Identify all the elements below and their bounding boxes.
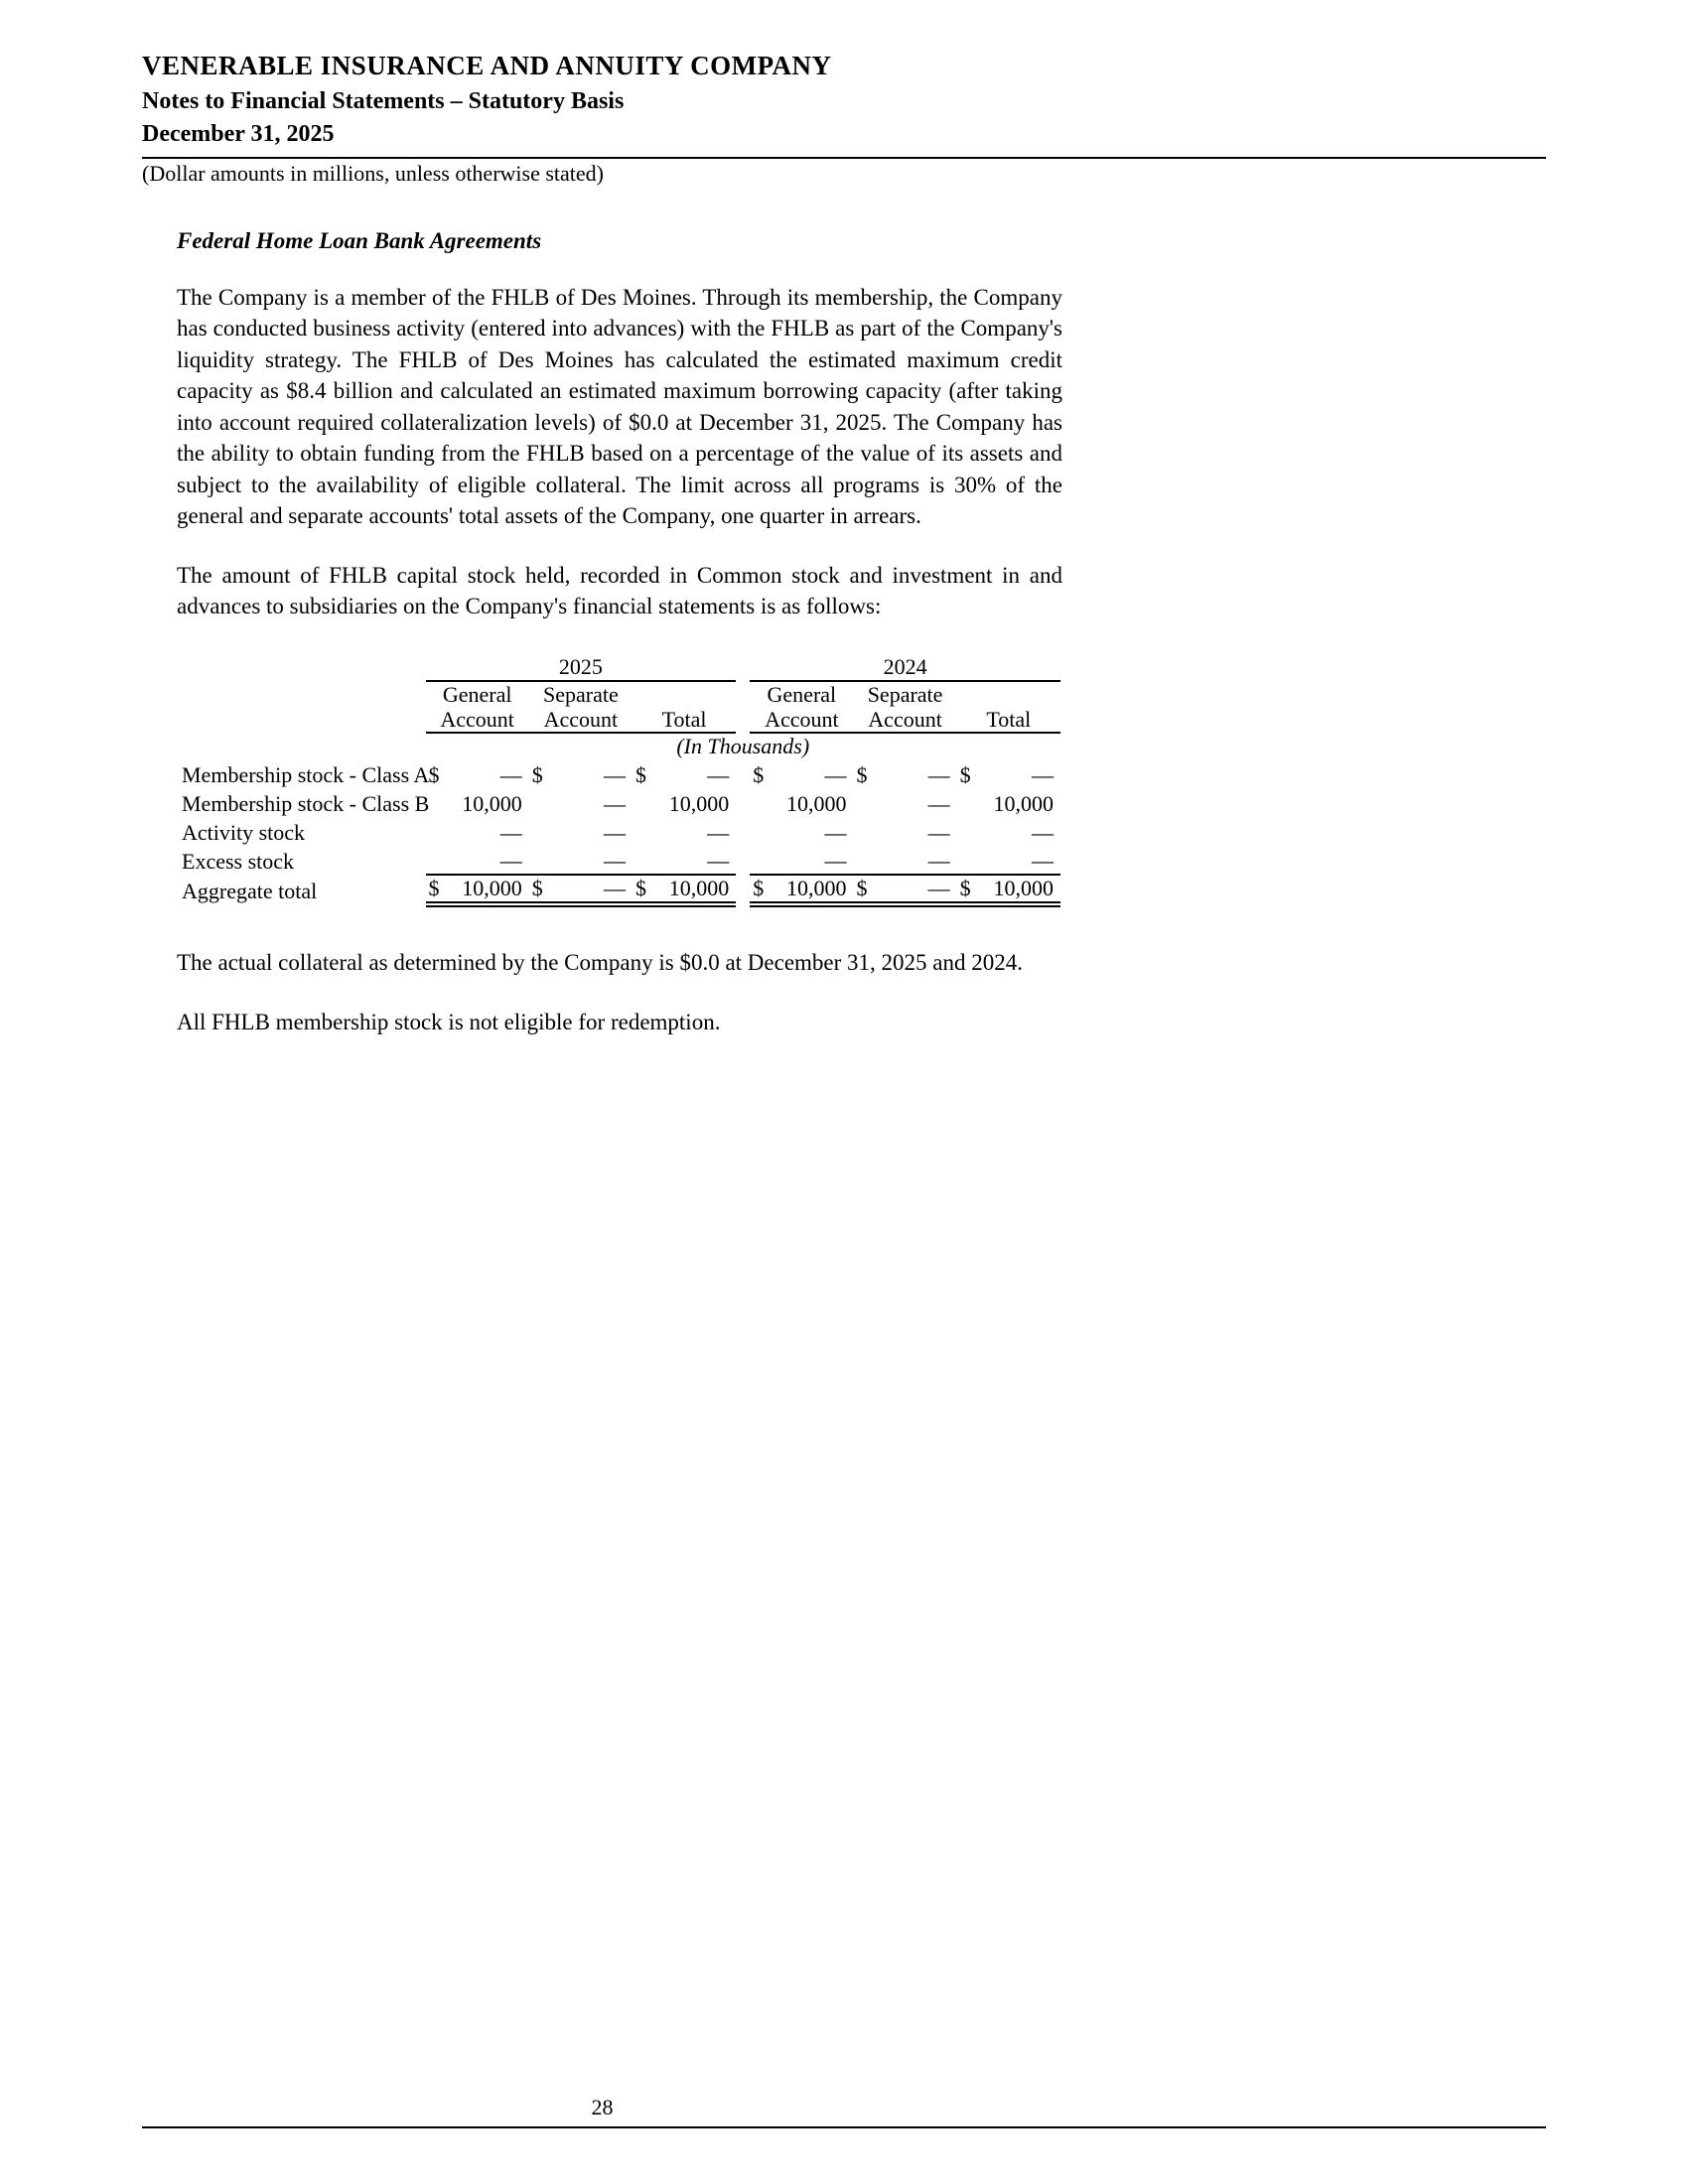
value-cell: [633, 759, 736, 788]
value-cell-content: [750, 762, 853, 788]
currency-symbol: $: [531, 876, 543, 901]
cell-value: —: [499, 762, 522, 788]
cell-value: 10,000: [462, 791, 522, 817]
year-header-spacer: [182, 654, 426, 681]
cell-value: —: [1032, 848, 1054, 874]
value-cell-content: [853, 876, 956, 901]
document-page: [0, 0, 1688, 1037]
value-cell: [957, 846, 1060, 875]
cell-value: —: [499, 848, 522, 874]
cell-value: —: [603, 848, 626, 874]
cell-value: 10,000: [462, 876, 522, 901]
value-cell-content: [426, 848, 529, 874]
cell-value: —: [824, 848, 847, 874]
value-cell-content: [853, 762, 956, 788]
cell-value: —: [707, 820, 730, 846]
column-gap: [736, 759, 750, 788]
value-cell: [529, 759, 633, 788]
currency-symbol: $: [753, 762, 765, 788]
units-spacer: [182, 733, 426, 759]
value-cell-content: [633, 876, 736, 901]
row-label: Aggregate total: [182, 879, 318, 904]
value-cell-content: [750, 791, 853, 817]
value-cell: [957, 759, 1060, 788]
value-cell-content: [529, 762, 633, 788]
year-header-row: [182, 654, 1060, 681]
value-cell-content: [426, 876, 529, 901]
column-header: Total: [957, 681, 1060, 734]
document-subtitle: Notes to Financial Statements – Statutory Basis: [142, 87, 625, 114]
table-row: [182, 875, 1060, 904]
value-cell: [426, 846, 529, 875]
cell-value: —: [603, 791, 626, 817]
column-gap: [736, 875, 750, 904]
value-cell-content: [957, 848, 1060, 874]
value-cell-content: [853, 820, 956, 846]
value-cell: [426, 759, 529, 788]
value-cell: [750, 788, 853, 817]
column-gap: [736, 788, 750, 817]
paragraph-redemption: All FHLB membership stock is not eligible for redemption.: [177, 1009, 721, 1034]
value-cell-content: [853, 791, 956, 817]
currency-symbol: $: [634, 762, 646, 788]
currency-symbol: $: [428, 876, 440, 901]
currency-symbol: $: [856, 876, 868, 901]
value-cell-content: [529, 848, 633, 874]
column-gap: [736, 681, 750, 734]
value-cell: [633, 875, 736, 904]
currency-symbol: $: [856, 762, 868, 788]
row-label: Membership stock - Class A: [182, 762, 430, 788]
cell-value: 10,000: [785, 791, 847, 817]
cell-value: —: [707, 762, 730, 788]
paragraph-actual-collateral: The actual collateral as determined by the Company is $0.0 at December 31, 2025 and 2024.: [177, 950, 1024, 976]
table-row: [182, 846, 1060, 875]
cell-value: 10,000: [668, 791, 730, 817]
value-cell: [529, 817, 633, 846]
cell-value: —: [603, 762, 626, 788]
cell-value: —: [927, 876, 950, 901]
cell-value: —: [927, 820, 950, 846]
column-header: General Account: [750, 681, 853, 734]
cell-value: 10,000: [785, 876, 847, 901]
cell-value: —: [1032, 820, 1054, 846]
value-cell-content: [529, 876, 633, 901]
value-cell: [957, 875, 1060, 904]
cell-value: —: [603, 876, 626, 901]
value-cell-content: [750, 820, 853, 846]
row-label: Activity stock: [182, 820, 306, 846]
value-cell-content: [750, 848, 853, 874]
units-note: (In Thousands): [676, 734, 810, 759]
value-cell-content: [426, 791, 529, 817]
cell-value: —: [824, 762, 847, 788]
cell-value: —: [707, 848, 730, 874]
fhlb-capital-stock-table: [182, 654, 1060, 908]
value-cell: [633, 788, 736, 817]
table-row: [182, 788, 1060, 817]
value-cell: [426, 817, 529, 846]
value-cell-content: [957, 791, 1060, 817]
value-cell: [750, 846, 853, 875]
value-cell-content: [426, 820, 529, 846]
cell-value: —: [1032, 762, 1054, 788]
value-cell: [529, 788, 633, 817]
column-header-spacer: [182, 681, 426, 734]
column-gap: [736, 817, 750, 846]
value-cell: [853, 846, 956, 875]
year-header-2025: 2025: [426, 654, 737, 681]
value-cell-content: [957, 820, 1060, 846]
value-cell-content: [426, 762, 529, 788]
cell-value: —: [927, 791, 950, 817]
value-cell: [957, 788, 1060, 817]
document-date: December 31, 2025: [142, 120, 335, 147]
page-number: 28: [591, 2095, 614, 2119]
value-cell: [633, 846, 736, 875]
note-body: [177, 228, 1062, 1038]
value-cell-content: [957, 762, 1060, 788]
cell-value: —: [927, 762, 950, 788]
value-cell: [426, 788, 529, 817]
value-cell: [853, 875, 956, 904]
cell-value: 10,000: [993, 791, 1054, 817]
value-cell: [529, 846, 633, 875]
row-label: Excess stock: [182, 849, 295, 875]
column-gap: [736, 846, 750, 875]
value-cell: [529, 875, 633, 904]
value-cell-content: [633, 762, 736, 788]
units-row: [182, 733, 1060, 759]
table-row: [182, 817, 1060, 846]
value-cell: [633, 817, 736, 846]
value-cell-content: [957, 876, 1060, 901]
footer-divider: [142, 2126, 1546, 2128]
section-heading: Federal Home Loan Bank Agreements: [177, 227, 542, 253]
cell-value: 10,000: [993, 876, 1054, 901]
column-header: Total: [633, 681, 736, 734]
value-cell-content: [853, 848, 956, 874]
table-row: [182, 759, 1060, 788]
cell-value: —: [824, 820, 847, 846]
currency-symbol: $: [531, 762, 543, 788]
value-cell: [853, 788, 956, 817]
column-header: Separate Account: [529, 681, 633, 734]
value-cell-content: [633, 820, 736, 846]
dollar-amounts-note: (Dollar amounts in millions, unless otherwise stated): [142, 160, 604, 186]
row-label: Membership stock - Class B: [182, 791, 430, 817]
value-cell-content: [750, 876, 853, 901]
column-header: General Account: [426, 681, 529, 734]
currency-symbol: $: [959, 876, 971, 901]
company-title: VENERABLE INSURANCE AND ANNUITY COMPANY: [142, 51, 832, 80]
paragraph-fhlb-membership: The Company is a member of the FHLB of Des Moines. Through its membership, the Company has conducted business activity (entered into advances) with the FHLB as part of the Company's liquidity strategy. The FHLB of Des Moines has calculated the estimated maximum credit capacity as $8.4 billion and calculated an estimated maximum borrowing capacity (after taking into account required collateralization levels) of $0.0 at December 31, 2025. The Company has the ability to obtain funding from the FHLB based on a percentage of the value of its assets and subject to the availability of eligible collateral. The limit across all programs is 30% of the general and separate accounts' total assets of the Company, one quarter in arrears.: [177, 284, 1062, 529]
value-cell-content: [633, 848, 736, 874]
currency-symbol: $: [634, 876, 646, 901]
cell-value: —: [603, 820, 626, 846]
value-cell-content: [529, 791, 633, 817]
value-cell: [853, 759, 956, 788]
currency-symbol: $: [959, 762, 971, 788]
column-header: Separate Account: [853, 681, 956, 734]
fhlb-table-body: [182, 759, 1060, 904]
column-gap: [736, 654, 750, 681]
currency-symbol: $: [753, 876, 765, 901]
header-divider: [142, 157, 1546, 159]
cell-value: —: [499, 820, 522, 846]
value-cell-content: [529, 820, 633, 846]
paragraph-capital-stock-intro: The amount of FHLB capital stock held, recorded in Common stock and investment in and advances to subsidiaries on the Company's financial statements is as follows:: [177, 562, 1062, 619]
value-cell-content: [633, 791, 736, 817]
cell-value: —: [927, 848, 950, 874]
value-cell: [750, 817, 853, 846]
currency-symbol: $: [428, 762, 440, 788]
value-cell: [853, 817, 956, 846]
column-header-row: [182, 681, 1060, 734]
value-cell: [957, 817, 1060, 846]
value-cell: [750, 759, 853, 788]
cell-value: 10,000: [668, 876, 730, 901]
value-cell: [426, 875, 529, 904]
value-cell: [750, 875, 853, 904]
year-header-2024: 2024: [750, 654, 1060, 681]
